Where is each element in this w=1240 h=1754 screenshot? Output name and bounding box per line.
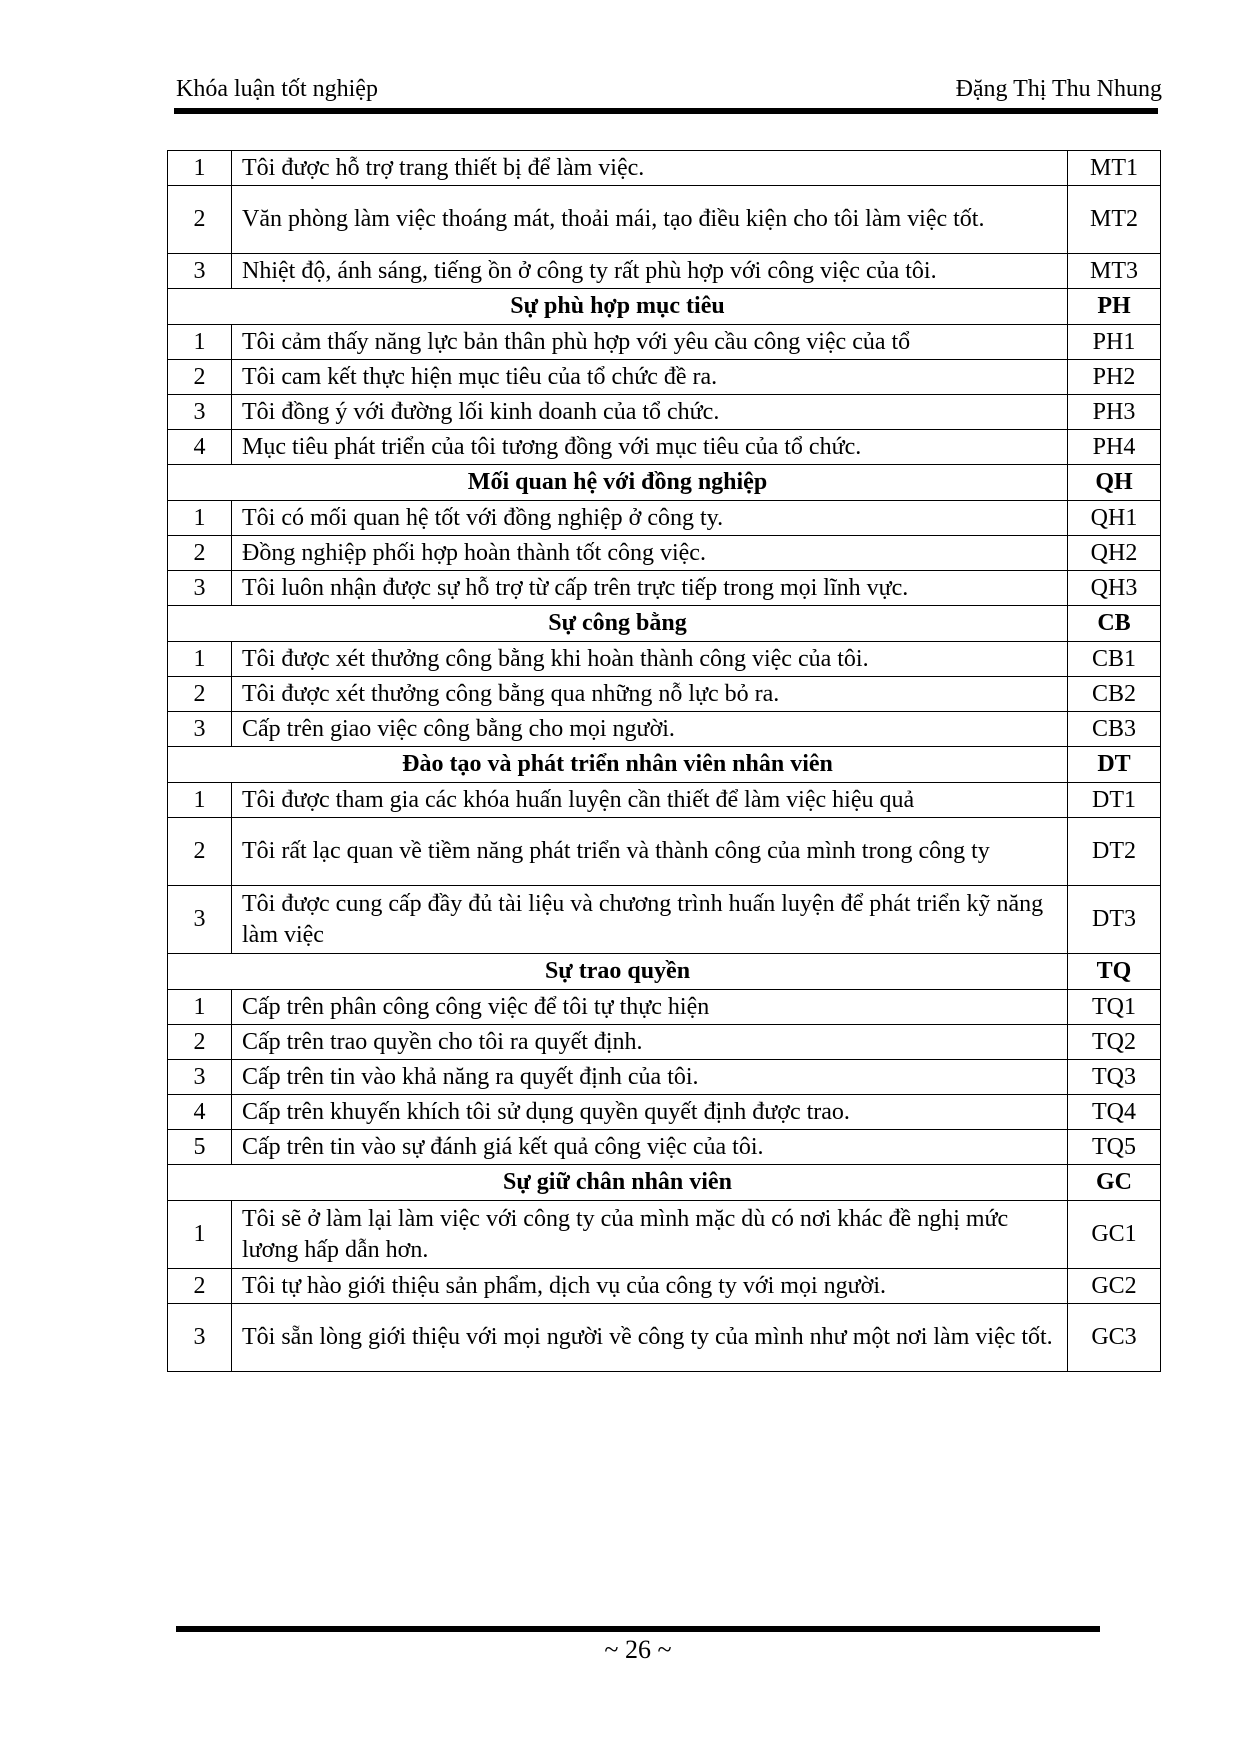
survey-items-table bbox=[167, 150, 1161, 1372]
item-code: QH3 bbox=[1068, 571, 1161, 606]
section-header-row bbox=[168, 606, 1161, 642]
item-code: PH4 bbox=[1068, 430, 1161, 465]
section-header-row bbox=[168, 954, 1161, 990]
item-row bbox=[168, 254, 1161, 289]
item-number: 1 bbox=[168, 642, 232, 677]
section-code: DT bbox=[1068, 747, 1161, 783]
item-code: PH2 bbox=[1068, 360, 1161, 395]
item-statement: Tôi cảm thấy năng lực bản thân phù hợp với yêu cầu công việc của tổ bbox=[232, 325, 1068, 360]
item-row bbox=[168, 1269, 1161, 1304]
section-header-row bbox=[168, 1165, 1161, 1201]
section-title: Sự phù hợp mục tiêu bbox=[168, 289, 1068, 325]
item-code: GC2 bbox=[1068, 1269, 1161, 1304]
item-code: GC3 bbox=[1068, 1304, 1161, 1372]
item-statement: Cấp trên trao quyền cho tôi ra quyết định. bbox=[232, 1025, 1068, 1060]
item-statement: Tôi được cung cấp đầy đủ tài liệu và chương trình huấn luyện để phát triển kỹ năng làm việc bbox=[232, 886, 1068, 954]
item-code: CB3 bbox=[1068, 712, 1161, 747]
item-row bbox=[168, 886, 1161, 954]
item-code: CB2 bbox=[1068, 677, 1161, 712]
item-row bbox=[168, 677, 1161, 712]
item-row bbox=[168, 1095, 1161, 1130]
item-row bbox=[168, 1201, 1161, 1269]
section-title: Đào tạo và phát triển nhân viên nhân viên bbox=[168, 747, 1068, 783]
item-statement: Cấp trên khuyến khích tôi sử dụng quyền quyết định được trao. bbox=[232, 1095, 1068, 1130]
item-statement: Cấp trên tin vào sự đánh giá kết quả công việc của tôi. bbox=[232, 1130, 1068, 1165]
item-number: 2 bbox=[168, 360, 232, 395]
item-statement: Tôi đồng ý với đường lối kinh doanh của tổ chức. bbox=[232, 395, 1068, 430]
item-number: 2 bbox=[168, 818, 232, 886]
item-code: TQ3 bbox=[1068, 1060, 1161, 1095]
section-header-row bbox=[168, 465, 1161, 501]
item-row bbox=[168, 783, 1161, 818]
item-statement: Đồng nghiệp phối hợp hoàn thành tốt công việc. bbox=[232, 536, 1068, 571]
item-code: CB1 bbox=[1068, 642, 1161, 677]
item-code: TQ1 bbox=[1068, 990, 1161, 1025]
item-code: TQ4 bbox=[1068, 1095, 1161, 1130]
item-code: DT2 bbox=[1068, 818, 1161, 886]
item-statement: Tôi sẽ ở làm lại làm việc với công ty của mình mặc dù có nơi khác đề nghị mức lương hấp dẫn hơn. bbox=[232, 1201, 1068, 1269]
item-number: 2 bbox=[168, 536, 232, 571]
item-code: MT3 bbox=[1068, 254, 1161, 289]
item-number: 2 bbox=[168, 677, 232, 712]
item-code: DT1 bbox=[1068, 783, 1161, 818]
item-code: GC1 bbox=[1068, 1201, 1161, 1269]
section-header-row bbox=[168, 747, 1161, 783]
item-row bbox=[168, 1025, 1161, 1060]
item-number: 3 bbox=[168, 1304, 232, 1372]
item-statement: Tôi sẵn lòng giới thiệu với mọi người về công ty của mình như một nơi làm việc tốt. bbox=[232, 1304, 1068, 1372]
item-number: 3 bbox=[168, 1060, 232, 1095]
item-number: 2 bbox=[168, 186, 232, 254]
item-statement: Tôi được xét thưởng công bằng khi hoàn thành công việc của tôi. bbox=[232, 642, 1068, 677]
item-row bbox=[168, 1130, 1161, 1165]
section-title: Sự giữ chân nhân viên bbox=[168, 1165, 1068, 1201]
item-row bbox=[168, 1060, 1161, 1095]
item-row bbox=[168, 501, 1161, 536]
item-number: 4 bbox=[168, 1095, 232, 1130]
item-number: 3 bbox=[168, 395, 232, 430]
item-row bbox=[168, 571, 1161, 606]
item-number: 1 bbox=[168, 783, 232, 818]
item-number: 1 bbox=[168, 501, 232, 536]
item-code: MT1 bbox=[1068, 151, 1161, 186]
item-code: PH3 bbox=[1068, 395, 1161, 430]
section-title: Mối quan hệ với đồng nghiệp bbox=[168, 465, 1068, 501]
item-row bbox=[168, 990, 1161, 1025]
item-statement: Tôi tự hào giới thiệu sản phẩm, dịch vụ của công ty với mọi người. bbox=[232, 1269, 1068, 1304]
item-row bbox=[168, 151, 1161, 186]
item-code: TQ5 bbox=[1068, 1130, 1161, 1165]
item-number: 1 bbox=[168, 325, 232, 360]
item-statement: Cấp trên giao việc công bằng cho mọi người. bbox=[232, 712, 1068, 747]
header-divider bbox=[174, 108, 1158, 114]
item-number: 1 bbox=[168, 1201, 232, 1269]
section-code: CB bbox=[1068, 606, 1161, 642]
item-statement: Tôi luôn nhận được sự hỗ trợ từ cấp trên trực tiếp trong mọi lĩnh vực. bbox=[232, 571, 1068, 606]
item-number: 3 bbox=[168, 571, 232, 606]
section-code: QH bbox=[1068, 465, 1161, 501]
item-row bbox=[168, 325, 1161, 360]
item-row bbox=[168, 712, 1161, 747]
item-number: 2 bbox=[168, 1025, 232, 1060]
item-number: 1 bbox=[168, 990, 232, 1025]
item-row bbox=[168, 642, 1161, 677]
item-row bbox=[168, 1304, 1161, 1372]
item-statement: Tôi cam kết thực hiện mục tiêu của tổ chức đề ra. bbox=[232, 360, 1068, 395]
survey-items-body bbox=[168, 151, 1161, 1372]
item-statement: Văn phòng làm việc thoáng mát, thoải mái, tạo điều kiện cho tôi làm việc tốt. bbox=[232, 186, 1068, 254]
item-statement: Tôi có mối quan hệ tốt với đồng nghiệp ở công ty. bbox=[232, 501, 1068, 536]
item-statement: Mục tiêu phát triển của tôi tương đồng với mục tiêu của tổ chức. bbox=[232, 430, 1068, 465]
item-row bbox=[168, 186, 1161, 254]
header-author-name: Đặng Thị Thu Nhung bbox=[955, 76, 1162, 102]
section-code: PH bbox=[1068, 289, 1161, 325]
item-statement: Cấp trên tin vào khả năng ra quyết định của tôi. bbox=[232, 1060, 1068, 1095]
item-number: 2 bbox=[168, 1269, 232, 1304]
item-number: 3 bbox=[168, 712, 232, 747]
item-row bbox=[168, 818, 1161, 886]
footer-divider bbox=[176, 1626, 1100, 1632]
item-code: MT2 bbox=[1068, 186, 1161, 254]
item-statement: Tôi rất lạc quan về tiềm năng phát triển và thành công của mình trong công ty bbox=[232, 818, 1068, 886]
item-statement: Nhiệt độ, ánh sáng, tiếng ồn ở công ty rất phù hợp với công việc của tôi. bbox=[232, 254, 1068, 289]
item-statement: Tôi được hỗ trợ trang thiết bị để làm việc. bbox=[232, 151, 1068, 186]
item-number: 4 bbox=[168, 430, 232, 465]
item-row bbox=[168, 536, 1161, 571]
item-number: 3 bbox=[168, 254, 232, 289]
item-statement: Cấp trên phân công công việc để tôi tự thực hiện bbox=[232, 990, 1068, 1025]
item-code: TQ2 bbox=[1068, 1025, 1161, 1060]
item-row bbox=[168, 430, 1161, 465]
item-code: QH2 bbox=[1068, 536, 1161, 571]
section-code: TQ bbox=[1068, 954, 1161, 990]
item-row bbox=[168, 360, 1161, 395]
section-header-row bbox=[168, 289, 1161, 325]
item-number: 3 bbox=[168, 886, 232, 954]
item-number: 5 bbox=[168, 1130, 232, 1165]
section-title: Sự trao quyền bbox=[168, 954, 1068, 990]
section-code: GC bbox=[1068, 1165, 1161, 1201]
item-number: 1 bbox=[168, 151, 232, 186]
item-statement: Tôi được tham gia các khóa huấn luyện cần thiết để làm việc hiệu quả bbox=[232, 783, 1068, 818]
section-title: Sự công bằng bbox=[168, 606, 1068, 642]
page-number: ~ 26 ~ bbox=[604, 1635, 672, 1664]
header-document-title: Khóa luận tốt nghiệp bbox=[176, 76, 378, 102]
item-code: PH1 bbox=[1068, 325, 1161, 360]
item-statement: Tôi được xét thưởng công bằng qua những nỗ lực bỏ ra. bbox=[232, 677, 1068, 712]
item-code: QH1 bbox=[1068, 501, 1161, 536]
item-code: DT3 bbox=[1068, 886, 1161, 954]
item-row bbox=[168, 395, 1161, 430]
